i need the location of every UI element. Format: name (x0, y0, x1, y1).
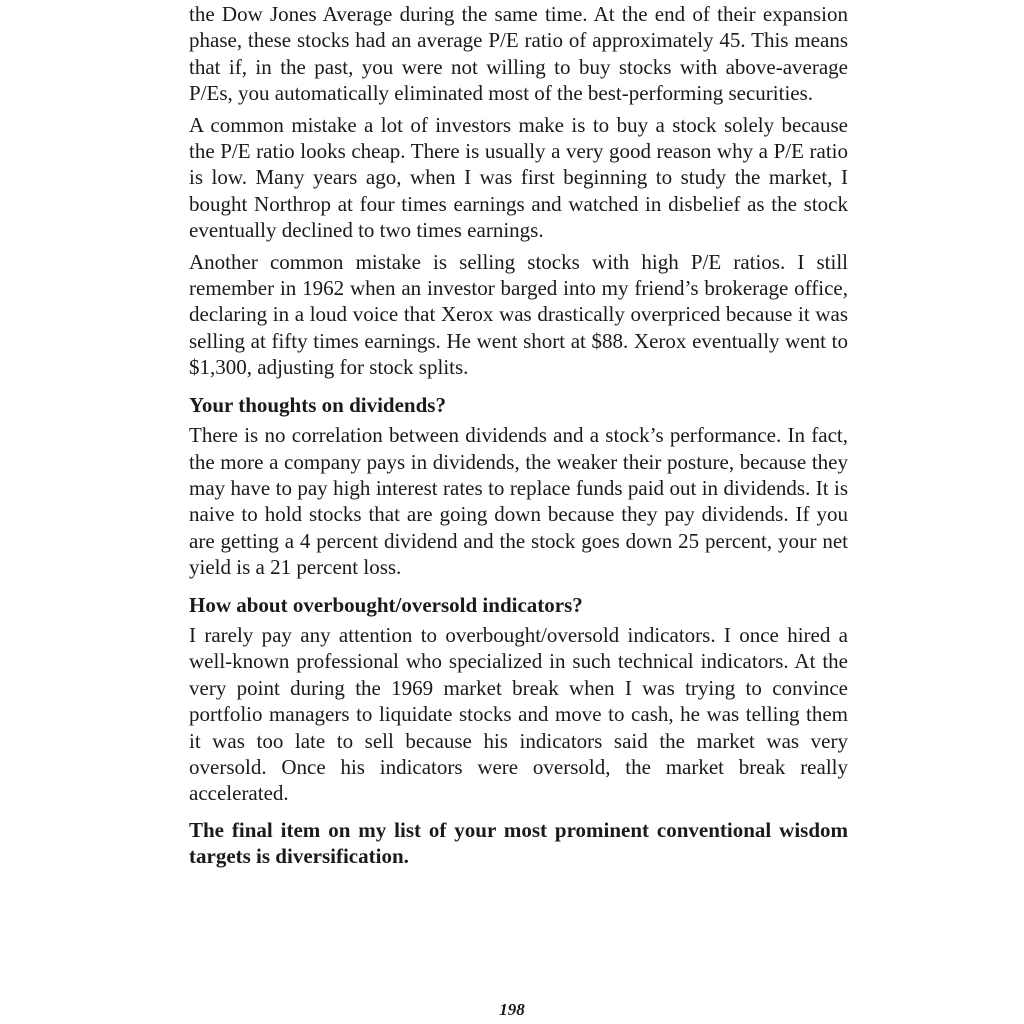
question-indicators: How about overbought/oversold indicators? (189, 592, 583, 617)
page-body (189, 0, 848, 870)
paragraph-pe-expansion: the Dow Jones Average during the same time. At the end of their expansion phase, these stocks had an average P/E ratio of approximately 45. This means that if, in the past, you were not willing to buy stocks with above-average P/Es, you automatically eliminated most of the best-performing securities. (189, 2, 848, 106)
paragraph-high-pe-mistake: Another common mistake is selling stocks with high P/E ratios. I still remember in 1962 when an investor barged into my friend’s brokerage office, declaring in a loud voice that Xerox was drastically overpriced because it was selling at fifty times earnings. He went short at $88. Xerox eventually went to $1,300, adjusting for stock splits. (189, 249, 848, 380)
answer-dividends: There is no correlation between dividends and a stock’s performance. In fact, the more a company pays in dividends, the weaker their posture, because they may have to pay high interest rates to replace funds paid out in dividends. It is naive to hold stocks that are going down because they pay dividends. If you are getting a 4 percent dividend and the stock goes down 25 percent, your net yield is a 21 percent loss. (189, 423, 848, 580)
question-diversification: The final item on my list of your most prominent conventional wisdom targets is diversification. (189, 817, 848, 869)
answer-indicators: I rarely pay any attention to overbought/oversold indicators. I once hired a well-known professional who specialized in such technical indicators. At the very point during the 1969 market break when I was trying to convince portfolio managers to liquidate stocks and move to cash, he was telling them it was too late to sell because his indicators said the market was very oversold. Once his indicators were oversold, the market break really accelerated. (189, 622, 848, 806)
paragraph-low-pe-mistake: A common mistake a lot of investors make is to buy a stock solely because the P/E ratio looks cheap. There is usually a very good reason why a P/E ratio is low. Many years ago, when I was first beginning to study the market, I bought Northrop at four times earnings and watched in disbelief as the stock eventually declined to two times earnings. (189, 112, 848, 243)
page-number: 198 (499, 1000, 525, 1019)
question-dividends: Your thoughts on dividends? (189, 392, 446, 417)
